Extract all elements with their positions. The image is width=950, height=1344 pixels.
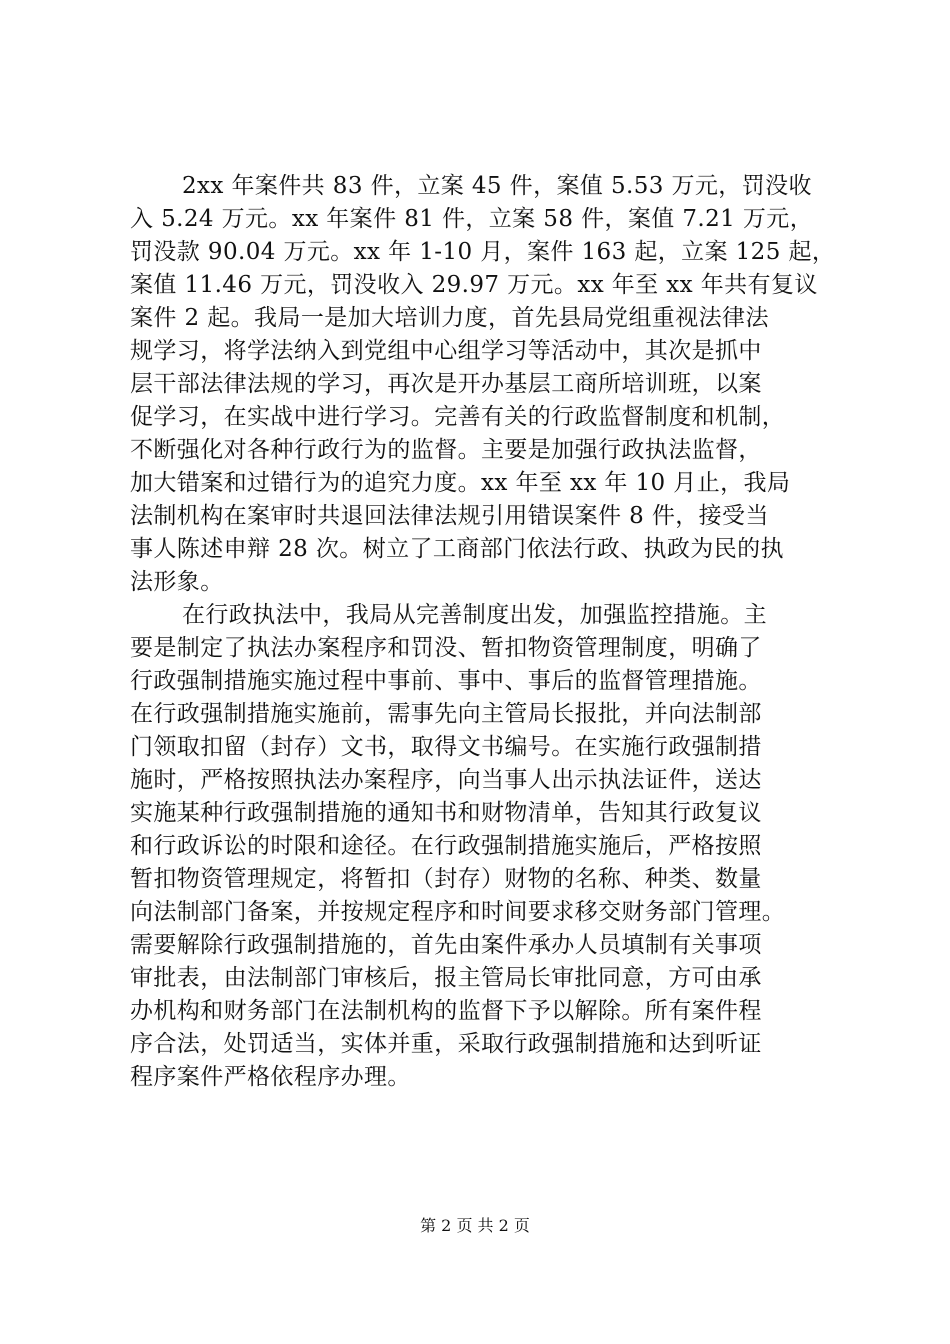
paragraph-1 — [130, 170, 836, 599]
paragraph-line: 在行政执法中，我局从完善制度出发，加强监控措施。主 — [182, 602, 767, 628]
paragraph-line: 需要解除行政强制措施的，首先由案件承办人员填制有关事项 — [130, 932, 762, 958]
paragraph-line: 和行政诉讼的时限和途径。在行政强制措施实施后，严格按照 — [130, 833, 762, 859]
paragraph-line: 向法制部门备案，并按规定程序和时间要求移交财务部门管理。 — [130, 899, 786, 925]
paragraph-line: 法形象。 — [130, 569, 224, 595]
paragraph-line: 要是制定了执法办案程序和罚没、暂扣物资管理制度，明确了 — [130, 635, 762, 661]
paragraph-line: 审批表，由法制部门审核后，报主管局长审批同意，方可由承 — [130, 965, 762, 991]
paragraph-2 — [130, 599, 830, 1094]
page-number: 第 2 页 共 2 页 — [420, 1216, 530, 1235]
paragraph-line: 层干部法律法规的学习，再次是开办基层工商所培训班，以案 — [130, 371, 762, 397]
paragraph-line: 不断强化对各种行政行为的监督。主要是加强行政执法监督， — [130, 437, 762, 463]
paragraph-line: 办机构和财务部门在法制机构的监督下予以解除。所有案件程 — [130, 998, 762, 1024]
paragraph-line: 促学习，在实战中进行学习。完善有关的行政监督制度和机制， — [130, 404, 786, 430]
page-footer — [0, 1216, 950, 1236]
paragraph-line: 行政强制措施实施过程中事前、事中、事后的监督管理措施。 — [130, 668, 762, 694]
paragraph-line: 法制机构在案审时共退回法律法规引用错误案件 8 件，接受当 — [130, 503, 769, 529]
paragraph-line: 施时，严格按照执法办案程序，向当事人出示执法证件，送达 — [130, 767, 762, 793]
paragraph-line: 暂扣物资管理规定，将暂扣（封存）财物的名称、种类、数量 — [130, 866, 762, 892]
paragraph-line: 案值 11.46 万元，罚没收入 29.97 万元。xx 年至 xx 年共有复议 — [130, 272, 818, 298]
paragraph-line: 加大错案和过错行为的追究力度。xx 年至 xx 年 10 月止，我局 — [130, 470, 791, 496]
document-body — [130, 170, 836, 1094]
paragraph-line: 案件 2 起。我局一是加大培训力度，首先县局党组重视法律法 — [130, 305, 769, 331]
paragraph-line: 实施某种行政强制措施的通知书和财物清单，告知其行政复议 — [130, 800, 762, 826]
paragraph-line: 序合法，处罚适当，实体并重，采取行政强制措施和达到听证 — [130, 1031, 762, 1057]
paragraph-line: 事人陈述申辩 28 次。树立了工商部门依法行政、执政为民的执 — [130, 536, 784, 562]
paragraph-line: 规学习，将学法纳入到党组中心组学习等活动中，其次是抓中 — [130, 338, 762, 364]
paragraph-line: 在行政强制措施实施前，需事先向主管局长报批，并向法制部 — [130, 701, 762, 727]
paragraph-line: 入 5.24 万元。xx 年案件 81 件，立案 58 件，案值 7.21 万元， — [130, 206, 814, 232]
paragraph-line: 罚没款 90.04 万元。xx 年 1-10 月，案件 163 起，立案 125 起， — [130, 239, 836, 265]
paragraph-line: 门领取扣留（封存）文书，取得文书编号。在实施行政强制措 — [130, 734, 762, 760]
paragraph-line: 2xx 年案件共 83 件，立案 45 件，案值 5.53 万元，罚没收 — [182, 173, 812, 199]
paragraph-line: 程序案件严格依程序办理。 — [130, 1064, 411, 1090]
